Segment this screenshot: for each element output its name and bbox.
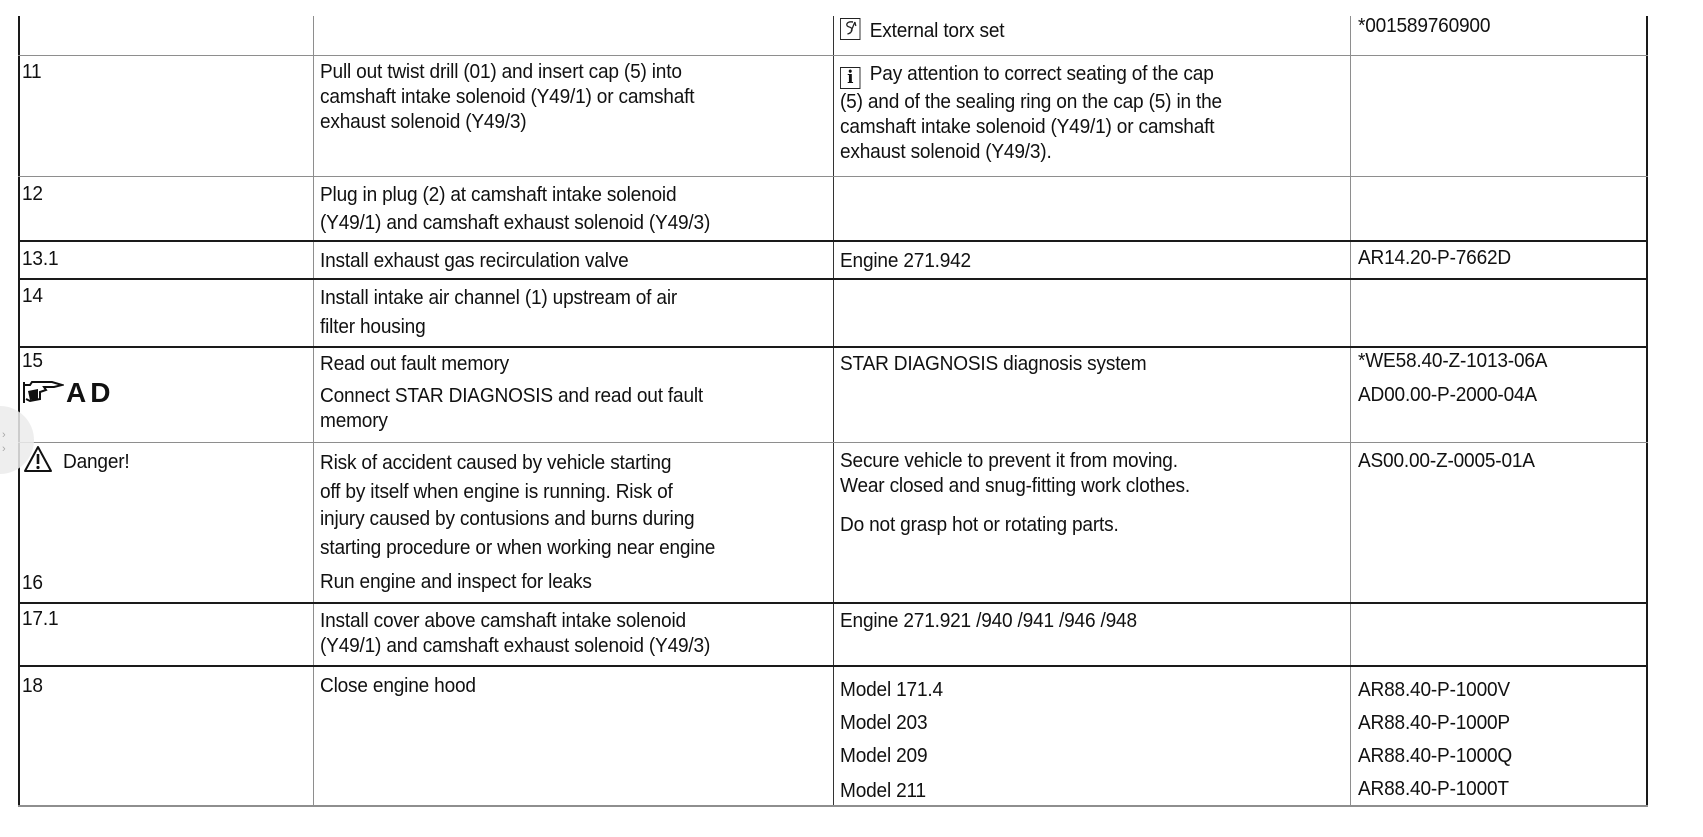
action-text: Install exhaust gas recirculation valve [320,249,629,272]
table-bottom-border [18,805,1648,807]
reference-link[interactable]: AR14.20-P-7662D [1358,246,1511,269]
action-text: Pull out twist drill (01) and insert cap (5) into camshaft intake solenoid (Y49/1) or camshaft exhaust solenoid (Y49/3) [320,60,695,133]
step-number: 15 [22,349,43,372]
reference-link[interactable]: AS00.00-Z-0005-01A [1358,449,1535,472]
row-divider [18,240,1648,242]
reference-number[interactable]: *001589760900 [1358,14,1491,37]
details-text: STAR DIAGNOSIS diagnosis system [840,352,1147,375]
reference-link[interactable]: *WE58.40-Z-1013-06A [1358,349,1548,372]
torx-tool-icon [840,18,860,40]
action-text: Install cover above camshaft intake solenoid (Y49/1) and camshaft exhaust solenoid (Y49/3) [320,609,711,657]
reference-link[interactable]: AR88.40-P-1000V [1358,678,1510,701]
chevron-up-icon[interactable]: › [2,429,6,441]
step-number: 16 [22,571,43,594]
details-text: Engine 271.921 /940 /941 /946 /948 [840,609,1137,632]
row-divider [18,278,1648,280]
column-divider [313,16,314,805]
step-number: 12 [22,182,43,205]
row-divider [18,602,1648,604]
details-text: External torx set [869,19,1005,42]
action-text: Read out fault memory Connect STAR DIAGNOSIS and read out fault memory [320,352,704,432]
details-text: Secure vehicle to prevent it from moving. Wear closed and snug-fitting work clothes. Do not grasp hot or rotating parts. [840,449,1191,536]
reference-link[interactable]: AR88.40-P-1000Q [1358,744,1513,767]
row-divider [18,442,1648,443]
step-marker-label: AD [66,377,115,408]
details-text: Engine 271.942 [840,249,971,272]
column-divider [833,16,834,805]
chevron-down-icon[interactable]: › [2,443,6,455]
row-divider [18,176,1648,177]
details-text: Model 171.4 Model 203 Model 209 Model 211 [840,678,943,802]
reference-link[interactable]: AD00.00-P-2000-04A [1358,383,1537,406]
step-number: 13.1 [22,247,59,270]
column-divider [1350,16,1351,805]
danger-label: Danger! [63,450,130,473]
info-icon: i [840,67,860,89]
action-text: Close engine hood [320,674,476,697]
reference-link[interactable]: AR88.40-P-1000T [1358,777,1509,800]
table-right-border [1646,16,1648,805]
step-number: 17.1 [22,607,59,630]
reference-links [1358,673,1512,805]
action-text: Risk of accident caused by vehicle starting off by itself when engine is running. Risk of injury caused by contusions and burns during starting procedure or when working near engine Run engine and inspect for leaks [320,451,716,593]
pointing-hand-icon [22,379,64,405]
details-note: i Pay attention to correct seating of the cap (5) and of the sealing ring on the cap (5) in the camshaft intake solenoid (Y49/1) or camshaft exhaust solenoid (Y49/3). [840,62,1222,163]
row-divider [18,55,1648,56]
action-text: Plug in plug (2) at camshaft intake solenoid (Y49/1) and camshaft exhaust solenoid (Y49/3) [320,183,711,234]
step-number: 14 [22,284,43,307]
reference-link[interactable]: AR88.40-P-1000P [1358,711,1510,734]
step-number: 18 [22,674,43,697]
row-divider [18,665,1648,667]
step-number: 11 [22,60,42,83]
table-row-details [840,18,1004,43]
action-text: Install intake air channel (1) upstream of air filter housing [320,286,678,338]
